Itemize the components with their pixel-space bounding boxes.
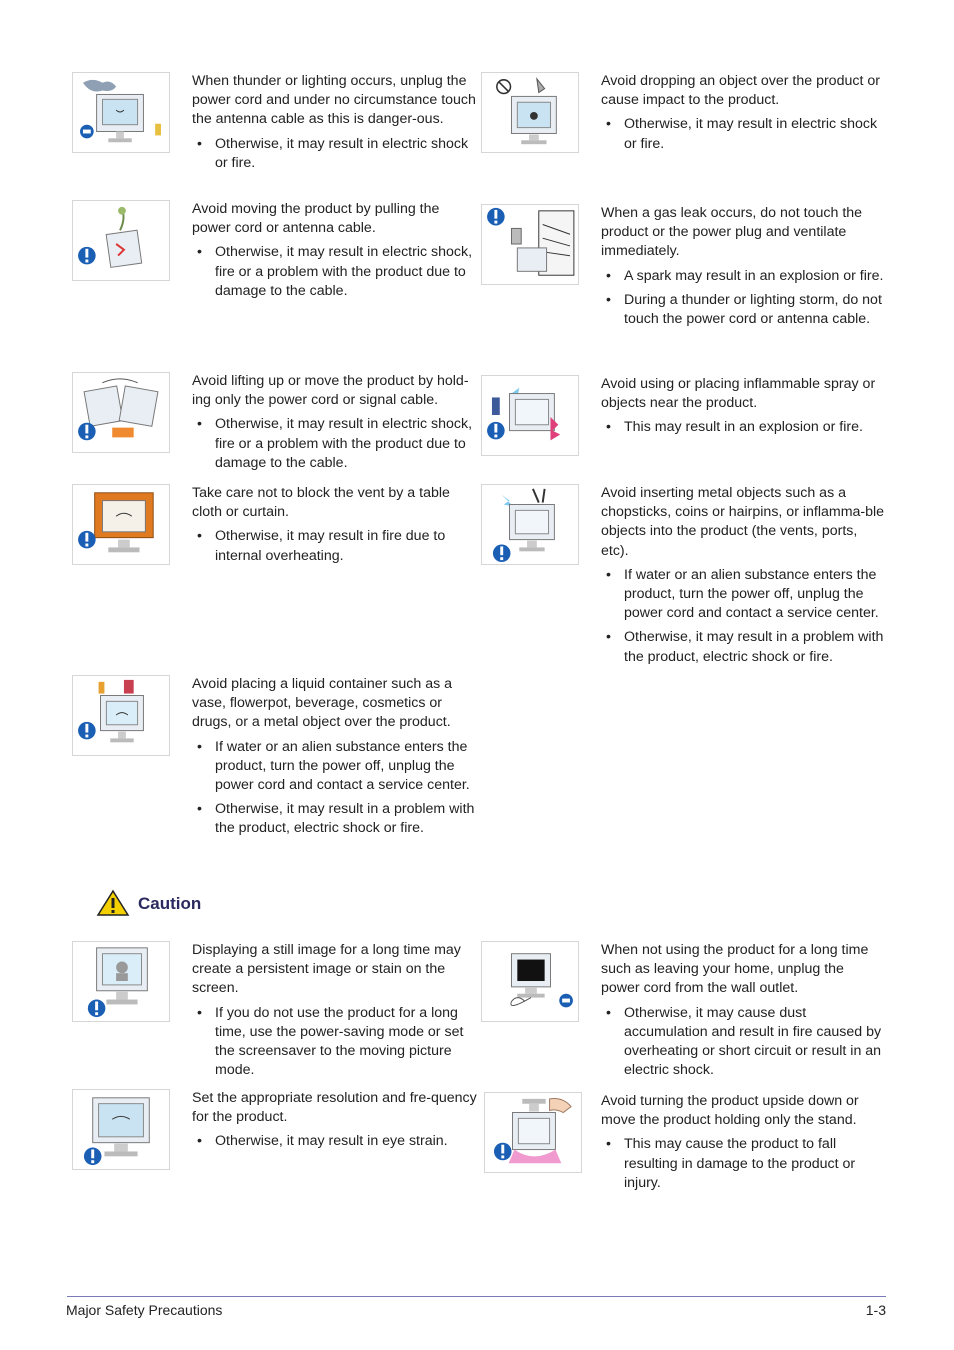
item-main-text: Avoid lifting up or move the product by hold-ing only the power cord or signal cable. [192,373,469,409]
illustration-thunder [72,72,170,153]
illustration-liquid [72,675,170,756]
item-bullet: • Otherwise, it may result in a problem with the product, electric shock or fire. [192,800,477,838]
footer-rule [67,1296,886,1297]
monitor-chopsticks-icon [482,485,578,564]
monitor-gas-icon [482,205,578,284]
illustration-resolution [72,1089,170,1170]
item-bullet: • If water or an alien substance enters the product, turn the power off, unplug the power cord and contact a service center. [601,566,886,624]
item-main-text: Set the appropriate resolution and fre-quency for the product. [192,1090,477,1126]
illustration-still-image [72,941,170,1022]
monitor-spray-icon [482,376,578,455]
item-bullet: • Otherwise, it may result in fire due to internal overheating. [192,527,477,565]
item-main-text: Displaying a still image for a long time may create a persistent image or stain on the screen. [192,942,461,997]
monitor-still-image-icon [73,942,169,1021]
item-main-text: Take care not to block the vent by a table cloth or curtain. [192,485,450,521]
item-bullet: • If you do not use the product for a long time, use the power-saving mode or set the screensaver to the moving picture mode. [192,1004,477,1081]
monitor-resolution-icon [73,1090,169,1169]
item-main-text: Avoid turning the product upside down or move the product holding only the stand. [601,1093,859,1129]
item-bullet: • Otherwise, it may result in a problem with the product, electric shock or fire. [601,628,886,666]
item-bullet: • This may result in an explosion or fire. [601,418,886,437]
illustration-spray [481,375,579,456]
illustration-pull-cord [72,200,170,281]
illustration-drop-object [481,72,579,153]
caution-title: Caution [138,894,202,913]
footer-page-number: 1-3 [865,1302,886,1318]
footer-section-title: Major Safety Precautions [66,1302,223,1318]
monitor-liquid-icon [73,676,169,755]
item-bullet: • If water or an alien substance enters the product, turn the power off, unplug the power cord and contact a service center. [192,738,477,796]
item-bullet: • A spark may result in an explosion or fire. [601,267,886,286]
item-bullet: • Otherwise, it may result in electric shock, fire or a problem with the product due to damage to the cable. [192,415,477,473]
item-bullet: • This may cause the product to fall resulting in damage to the product or injury. [601,1135,886,1193]
item-bullet: • Otherwise, it may result in electric shock or fire. [601,115,886,153]
item-main-text: Avoid inserting metal objects such as a chopsticks, coins or hairpins, or inflamma-ble objects into the product (the vents, ports, etc). [601,485,885,559]
illustration-gas-leak [481,204,579,285]
item-main-text: When thunder or lighting occurs, unplug the power cord and under no circumstance touch the antenna cable as this is danger-ous. [192,73,476,128]
monitor-impact-icon [482,73,578,152]
illustration-upside-down [484,1092,582,1173]
monitor-upside-down-icon [485,1093,581,1172]
item-main-text: Avoid using or placing inflammable spray or objects near the product. [601,376,876,412]
item-bullet: • Otherwise, it may result in eye strain. [192,1132,477,1151]
illustration-unplug-outlet [481,941,579,1022]
monitor-lift-icon [73,373,169,452]
illustration-block-vent [72,484,170,565]
item-bullet: • Otherwise, it may result in electric shock or fire. [192,135,477,173]
item-main-text: When not using the product for a long time such as leaving your home, unplug the power cord from the wall outlet. [601,942,869,997]
caution-triangle-icon [96,889,130,917]
item-main-text: Avoid placing a liquid container such as a vase, flowerpot, beverage, cosmetics or drugs, or a metal object over the product. [192,676,453,731]
illustration-metal-objects [481,484,579,565]
item-bullet: • Otherwise, it may cause dust accumulation and result in fire caused by overheating or short circuit or result in an electric shock. [601,1004,886,1081]
item-main-text: Avoid dropping an object over the product or cause impact to the product. [601,73,880,109]
item-main-text: When a gas leak occurs, do not touch the product or the power plug and ventilate immediately. [601,205,863,260]
illustration-lift-cord [72,372,170,453]
item-bullet: • Otherwise, it may result in electric shock, fire or a problem with the product due to damage to the cable. [192,243,477,301]
monitor-cord-icon [73,201,169,280]
item-bullet: • During a thunder or lighting storm, do not touch the power cord or antenna cable. [601,291,886,329]
monitor-outlet-icon [482,942,578,1021]
item-main-text: Avoid moving the product by pulling the power cord or antenna cable. [192,201,440,237]
monitor-curtain-icon [73,485,169,564]
monitor-unplug-icon [73,73,169,152]
